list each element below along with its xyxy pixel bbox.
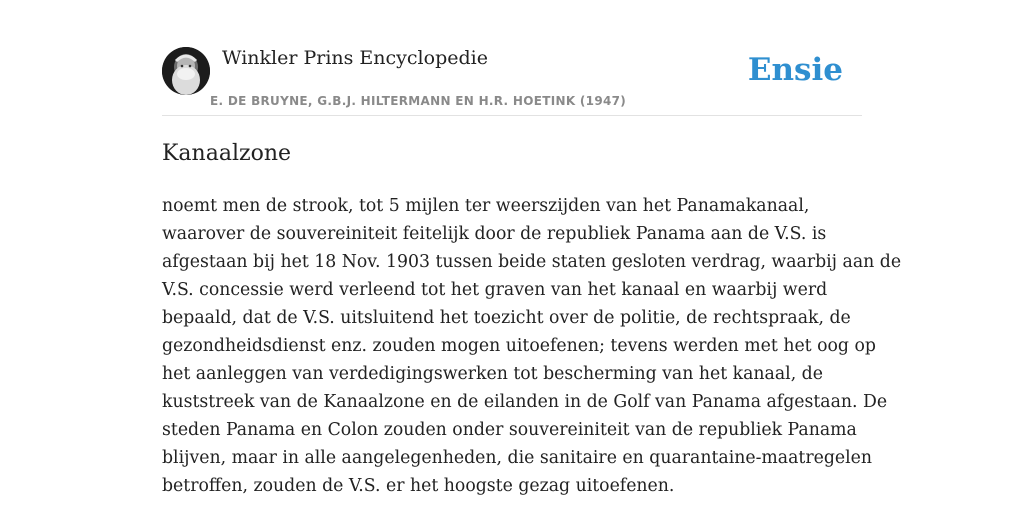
ensie-logo[interactable]: Ensie bbox=[747, 52, 843, 88]
article-body-line: kuststreek van de Kanaalzone en de eilanden in de Golf van Panama afgestaan. De bbox=[162, 392, 888, 412]
article-body-line: V.S. concessie werd verleend tot het graven van het kanaal en waarbij werd bbox=[162, 280, 828, 300]
article-body-line: blijven, maar in alle aangelegenheden, die sanitaire en quarantaine-maatregelen bbox=[162, 448, 873, 468]
source-title[interactable]: Winkler Prins Encyclopedie bbox=[222, 47, 488, 69]
article-body-line: afgestaan bij het 18 Nov. 1903 tussen beide staten gesloten verdrag, waarbij aan de bbox=[162, 252, 902, 272]
article-body-line: noemt men de strook, tot 5 mijlen ter weerszijden van het Panamakanaal, bbox=[162, 196, 810, 216]
article-body-line: bepaald, dat de V.S. uitsluitend het toezicht over de politie, de rechtspraak, de bbox=[162, 308, 851, 328]
article-title: Kanaalzone bbox=[162, 141, 292, 166]
article-body-line: steden Panama en Colon zouden onder souvereiniteit van de republiek Panama bbox=[162, 420, 857, 440]
article-body-line: het aanleggen van verdedigingswerken tot bescherming van het kanaal, de bbox=[162, 364, 823, 384]
article-body bbox=[162, 192, 902, 500]
article-body-line: waarover de souvereiniteit feitelijk door de republiek Panama aan de V.S. is bbox=[162, 224, 827, 244]
article-body-line: gezondheidsdienst enz. zouden mogen uitoefenen; tevens werden met het oog op bbox=[162, 336, 876, 356]
source-authors: E. DE BRUYNE, G.B.J. HILTERMANN EN H.R. HOETINK (1947) bbox=[210, 94, 627, 108]
header-divider bbox=[162, 115, 862, 116]
bearded-portrait-icon bbox=[162, 47, 210, 95]
article-body-line: betroffen, zouden de V.S. er het hoogste gezag uitoefenen. bbox=[162, 476, 675, 496]
